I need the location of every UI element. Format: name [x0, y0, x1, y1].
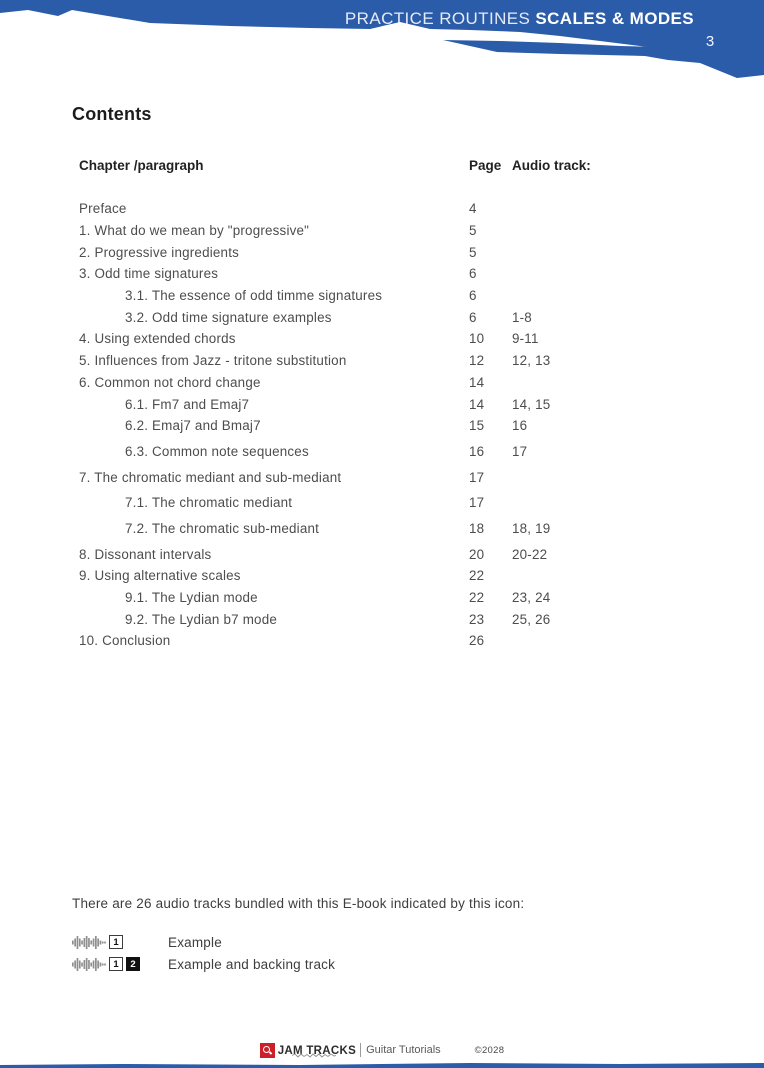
legend-row	[72, 931, 492, 953]
logo-tail-icon	[268, 1051, 272, 1055]
toc-audio-track-value: 16	[512, 418, 528, 434]
toc-chapter-title: 7.1. The chromatic mediant	[125, 495, 293, 511]
toc-chapter-title: 6. Common not chord change	[79, 374, 261, 390]
toc-rows	[72, 198, 632, 652]
toc-page-value: 22	[469, 590, 485, 606]
audio-legend	[72, 931, 492, 975]
track-number-badge: 2	[126, 957, 140, 971]
toc-row	[72, 350, 632, 372]
toc-row	[72, 630, 632, 652]
toc-audio-track-value: 9-11	[512, 331, 539, 347]
toc-chapter-title: 9. Using alternative scales	[79, 568, 241, 584]
toc-row	[72, 466, 632, 488]
toc-audio-track-value: 25, 26	[512, 611, 551, 627]
toc-chapter-title: 10. Conclusion	[79, 633, 171, 649]
toc-chapter-title: 2. Progressive ingredients	[79, 244, 240, 260]
toc-page-value: 23	[469, 611, 485, 627]
audio-waveform-icon	[72, 935, 106, 950]
toc-chapter-title: 8. Dissonant intervals	[79, 546, 212, 562]
toc-chapter-title: 1. What do we mean by "progressive"	[79, 223, 310, 239]
toc-col-chapter: Chapter /paragraph	[79, 158, 204, 173]
toc-page-value: 22	[469, 568, 485, 584]
toc-row	[72, 608, 632, 630]
legend-label: Example and backing track	[168, 956, 336, 972]
toc-row	[72, 220, 632, 242]
toc-page-value: 20	[469, 546, 485, 562]
page-number: 3	[705, 33, 715, 50]
toc-page-value: 16	[469, 443, 485, 459]
legend-icons	[72, 957, 140, 972]
toc-col-audio: Audio track:	[512, 158, 591, 173]
toc-page-value: 10	[469, 331, 485, 347]
toc-row	[72, 372, 632, 394]
contents-section	[72, 104, 632, 652]
toc-chapter-title: 6.3. Common note sequences	[125, 443, 309, 459]
brand-waveform-icon	[292, 1053, 336, 1058]
toc-row	[72, 518, 632, 540]
toc-col-page: Page	[469, 158, 502, 173]
toc-chapter-title: 3.2. Odd time signature examples	[125, 309, 332, 325]
toc-page-value: 14	[469, 396, 485, 412]
toc-row	[72, 543, 632, 565]
toc-page-value: 15	[469, 418, 485, 434]
toc-page-value: 14	[469, 374, 485, 390]
toc-page-value: 5	[469, 223, 477, 239]
footer-divider	[360, 1043, 361, 1057]
toc-audio-track-value: 14, 15	[512, 396, 551, 412]
toc-page-value: 5	[469, 244, 477, 260]
toc-audio-track-value: 1-8	[512, 309, 532, 325]
toc-page-value: 6	[469, 288, 477, 304]
book-title-series: PRACTICE ROUTINES	[344, 9, 531, 28]
toc-chapter-title: Preface	[79, 201, 127, 217]
jamtracks-logo-icon	[260, 1043, 275, 1058]
toc-row	[72, 306, 632, 328]
brand-name: JAM TRACKS	[277, 1045, 357, 1057]
toc-audio-track-value: 12, 13	[512, 353, 551, 369]
contents-heading: Contents	[72, 104, 152, 124]
toc-row	[72, 263, 632, 285]
toc-audio-track-value: 23, 24	[512, 590, 551, 606]
toc-row	[72, 587, 632, 609]
toc-row	[72, 241, 632, 263]
toc-chapter-title: 7.2. The chromatic sub-mediant	[125, 520, 320, 536]
toc-page-value: 6	[469, 309, 477, 325]
track-number-badge: 1	[109, 957, 123, 971]
page-footer	[0, 1041, 764, 1059]
legend-icons	[72, 935, 123, 950]
audio-note: There are 26 audio tracks bundled with this E-book indicated by this icon:	[72, 896, 525, 911]
toc-header-row	[72, 158, 632, 173]
toc-chapter-title: 3.1. The essence of odd timme signatures	[125, 288, 383, 304]
toc-page-value: 6	[469, 266, 477, 282]
toc-row	[72, 441, 632, 463]
toc-page-value: 12	[469, 353, 485, 369]
bottom-accent-bar	[0, 1061, 764, 1068]
toc-chapter-title: 6.1. Fm7 and Emaj7	[125, 396, 250, 412]
toc-chapter-title: 9.1. The Lydian mode	[125, 590, 258, 606]
brand-name-wrap	[278, 1041, 356, 1059]
toc-page-value: 4	[469, 201, 477, 217]
legend-row	[72, 953, 492, 975]
toc-chapter-title: 5. Influences from Jazz - tritone substitution	[79, 353, 347, 369]
toc-page-value: 17	[469, 495, 485, 511]
brand-subtitle: Guitar Tutorials	[366, 1044, 441, 1056]
toc-row	[72, 393, 632, 415]
book-title	[345, 9, 694, 29]
toc-chapter-title: 7. The chromatic mediant and sub-mediant	[79, 469, 342, 485]
footer-brand	[260, 1041, 505, 1059]
toc-chapter-title: 3. Odd time signatures	[79, 266, 219, 282]
page-header	[0, 0, 764, 90]
toc-row	[72, 328, 632, 350]
toc-audio-track-value: 17	[512, 443, 528, 459]
audio-waveform-icon	[72, 957, 106, 972]
book-title-main: SCALES & MODES	[535, 9, 694, 28]
toc-row	[72, 415, 632, 437]
toc-row	[72, 492, 632, 514]
toc-audio-track-value: 20-22	[512, 546, 548, 562]
legend-label: Example	[168, 934, 222, 950]
toc-row	[72, 285, 632, 307]
toc-chapter-title: 6.2. Emaj7 and Bmaj7	[125, 418, 261, 434]
copyright-text: ©2028	[474, 1044, 505, 1056]
toc-chapter-title: 4. Using extended chords	[79, 331, 236, 347]
toc-page-value: 17	[469, 469, 485, 485]
track-number-badge: 1	[109, 935, 123, 949]
toc-page-value: 18	[469, 520, 485, 536]
toc-row	[72, 565, 632, 587]
toc-row	[72, 198, 632, 220]
toc-page-value: 26	[469, 633, 485, 649]
toc-chapter-title: 9.2. The Lydian b7 mode	[125, 611, 278, 627]
toc-audio-track-value: 18, 19	[512, 520, 551, 536]
